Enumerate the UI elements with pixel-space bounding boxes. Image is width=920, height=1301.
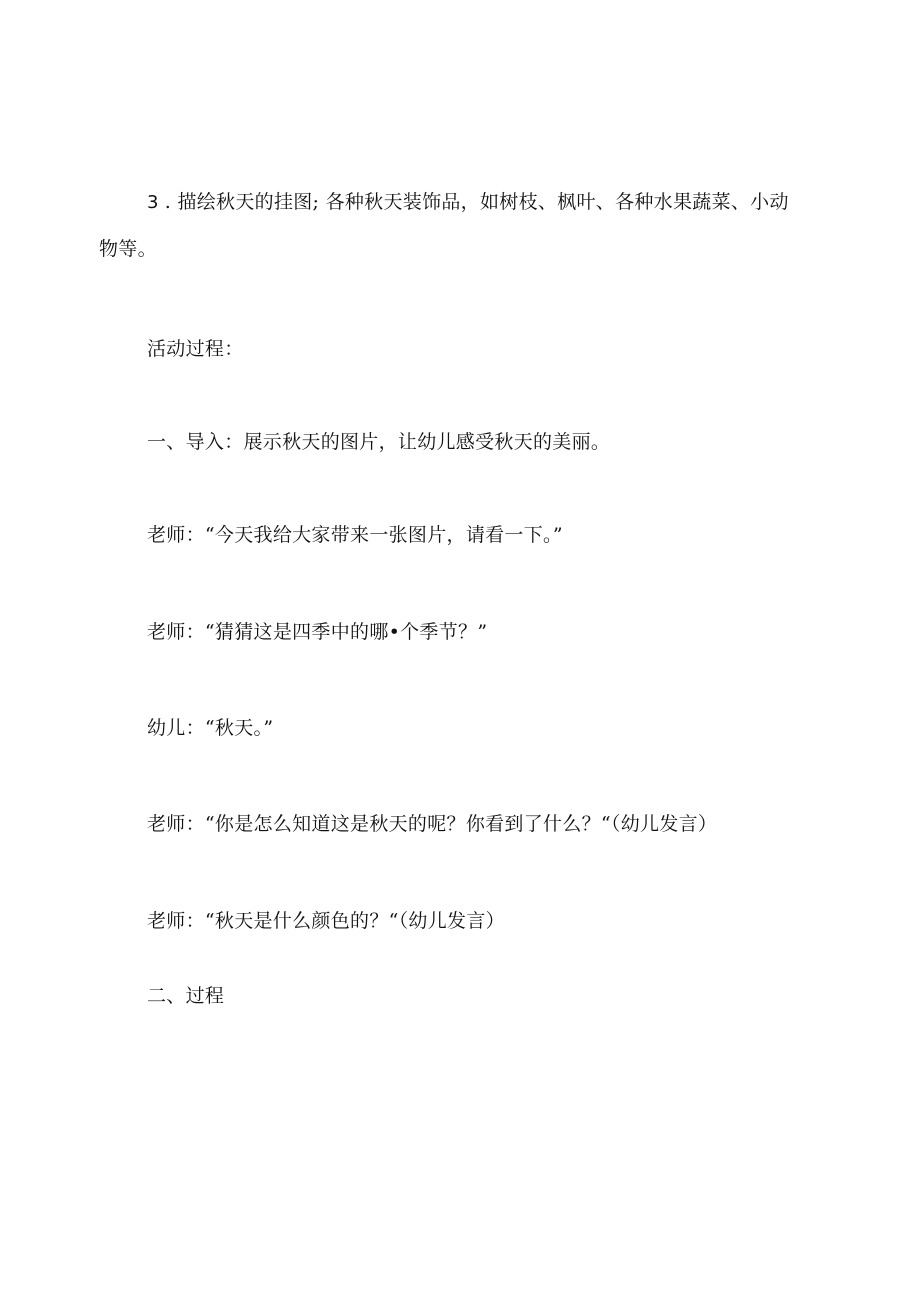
dialogue-line: 老师：“猜猜这是四季中的哪•个季节？” bbox=[147, 621, 488, 643]
item-number: 3 bbox=[147, 192, 159, 213]
dialogue-line: 幼儿：“秋天。” bbox=[147, 717, 274, 739]
section-2-heading: 二、过程 bbox=[147, 985, 225, 1007]
item-3-text: . 描绘秋天的挂图; 各种秋天装饰品，如树枝、枫叶、各种水果蔬菜、小动 bbox=[164, 191, 789, 213]
item-3-line-2: 物等。 bbox=[99, 238, 157, 260]
process-heading: 活动过程： bbox=[147, 338, 244, 360]
item-3-line-1 bbox=[147, 190, 789, 215]
dialogue-line: 老师：“秋天是什么颜色的？“（幼儿发言） bbox=[147, 910, 505, 932]
dialogue-line: 老师：“你是怎么知道这是秋天的呢？你看到了什么？“（幼儿发言） bbox=[147, 813, 718, 835]
dialogue-line: 老师：“今天我给大家带来一张图片，请看一下。” bbox=[147, 524, 563, 546]
section-1-heading: 一、导入：展示秋天的图片，让幼儿感受秋天的美丽。 bbox=[147, 431, 611, 453]
